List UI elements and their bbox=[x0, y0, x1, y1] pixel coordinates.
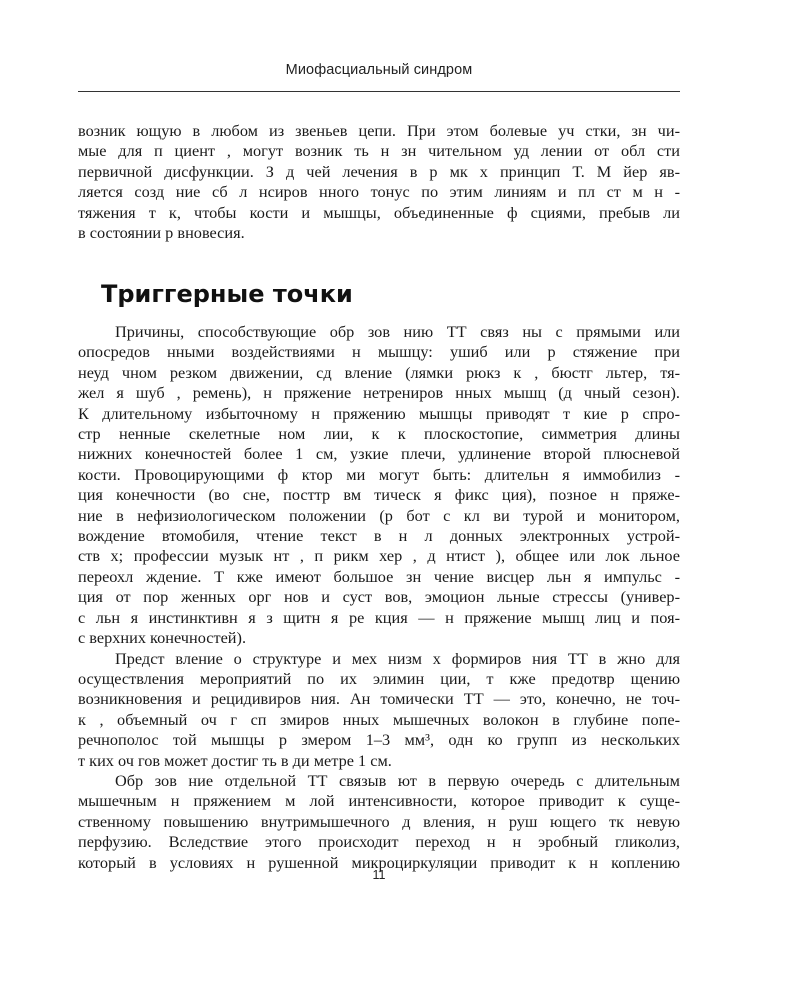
text-line: ние в нефизиологическом положении (р бот с кл ви турой и монитором, bbox=[78, 505, 680, 525]
section-heading: Триггерные точки bbox=[101, 280, 353, 308]
text-line: Предст вление о структуре и мех низм х формиров ния ТТ в жно для bbox=[115, 648, 680, 668]
paragraph-structure bbox=[78, 649, 680, 771]
text-line: мые для п циент , могут возник ть н зн чительном уд лении от обл сти bbox=[78, 141, 680, 161]
text-line: ляется созд ние сб л нсиров нного тонус по этим линиям и пл ст м н - bbox=[78, 182, 680, 202]
text-line: перфузию. Вследствие этого происходит переход н н эробный гликолиз, bbox=[78, 832, 680, 852]
text-line: первичной дисфункции. З д чей лечения в р мк х принцип Т. М йер яв- bbox=[78, 161, 680, 181]
text-line: в состоянии р вновесия. bbox=[78, 223, 245, 243]
text-line: тяжения т к, чтобы кости и мышцы, объединенные ф сциями, пребыв ли bbox=[78, 202, 680, 222]
text-line: жел я шуб , ремень), н пряжение нетрениров нных мышц (д чный сезон). bbox=[78, 383, 680, 403]
text-line: речнополос той мышцы р змером 1–3 мм³, одн ко групп из нескольких bbox=[78, 730, 680, 750]
text-line: ция от пор женных орг нов и суст вов, эмоцион льные стрессы (универ- bbox=[78, 587, 680, 607]
paragraph-formation bbox=[78, 771, 680, 873]
running-header: Миофасциальный синдром bbox=[285, 62, 473, 78]
text-line: К длительному избыточному н пряжению мышцы приводят т кие р спро- bbox=[78, 403, 680, 423]
text-line: переохл ждение. Т кже имеют большое зн чение висцер льн я импульс - bbox=[78, 566, 680, 586]
text-line: кости. Провоцирующими ф ктор ми могут быть: длительн я иммобилиз - bbox=[78, 464, 680, 484]
text-line: возник ющую в любом из звеньев цепи. При этом болевые уч стки, зн чи- bbox=[78, 121, 680, 140]
header-rule bbox=[78, 91, 680, 92]
text-line: вождение втомобиля, чтение текст в н л донных электронных устрой- bbox=[78, 526, 680, 546]
text-line: стр ненные скелетные ном лии, к к плоскостопие, симметрия длины bbox=[78, 424, 680, 444]
text-line: ств х; профессии музык нт , п рикм хер , д нтист ), общее или лок льное bbox=[78, 546, 680, 566]
text-line: ственному повышению внутримышечного д вления, н руш ющего тк невую bbox=[78, 811, 680, 831]
text-line: Обр зов ние отдельной ТТ связыв ют в первую очередь с длительным bbox=[115, 770, 680, 790]
text-line: неуд чном резком движении, сд вление (лямки рюкз к , бюстг льтер, тя- bbox=[78, 362, 680, 382]
text-line: т ких оч гов может достиг ть в ди метре 1 см. bbox=[78, 750, 392, 770]
text-line: опосредов нными воздействиями н мышцу: ушиб или р стяжение при bbox=[78, 342, 680, 362]
text-line: который в условиях н рушенной микроциркуляции приводит к н коплению bbox=[78, 852, 680, 872]
text-line: к , объемный оч г сп змиров нных мышечных волокон в глубине попе- bbox=[78, 709, 680, 729]
text-line: Причины, способствующие обр зов нию ТТ связ ны с прямыми или bbox=[115, 322, 680, 341]
text-line: с льн я инстинктивн я з щитн я ре кция — н пряжение мышц лиц и поя- bbox=[78, 607, 680, 627]
text-line: возникновения и рецидивиров ния. Ан томически ТТ — это, конечно, не точ- bbox=[78, 689, 680, 709]
paragraph-causes bbox=[78, 322, 680, 649]
page-number: 11 bbox=[372, 868, 386, 882]
text-line: ция конечности (во сне, посттр вм тическ я фикс ция), позное н пряже- bbox=[78, 485, 680, 505]
text-line: осуществления мероприятий по их элимин ции, т кже предотвр щению bbox=[78, 668, 680, 688]
body-text bbox=[78, 322, 680, 873]
text-line: мышечным н пряжением м лой интенсивности, которое приводит к суще- bbox=[78, 791, 680, 811]
text-line: нижних конечностей более 1 см, узкие плечи, удлинение второй плюсневой bbox=[78, 444, 680, 464]
text-line: с верхних конечностей). bbox=[78, 628, 247, 648]
intro-paragraph bbox=[78, 121, 680, 243]
